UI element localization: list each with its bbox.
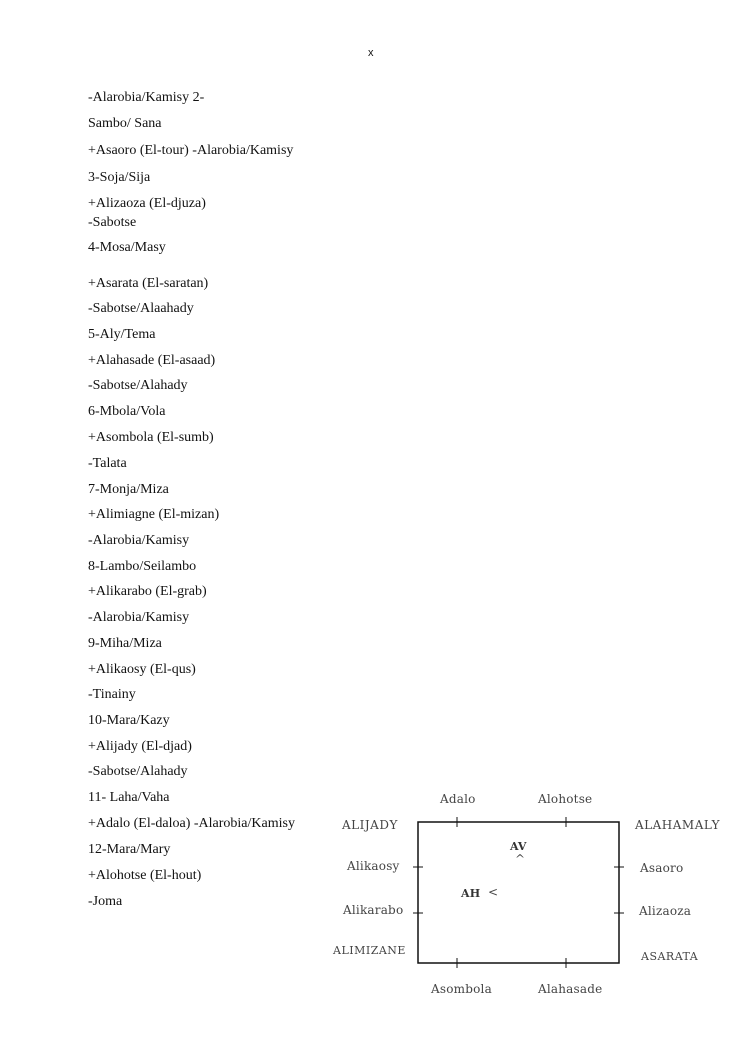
text-line: 8-Lambo/Seilambo: [88, 559, 197, 574]
label-ah: AH: [461, 887, 481, 900]
label-left-alijady: ALIJADY: [342, 818, 398, 832]
label-top-alohotse: Alohotse: [538, 792, 593, 806]
text-line: Sambo/ Sana: [88, 116, 162, 131]
text-line: -Alarobia/Kamisy: [88, 533, 190, 548]
text-line: -Sabotse/Alahady: [88, 378, 188, 393]
arrow-left-icon: <: [488, 885, 499, 899]
text-line: +Alohotse (El-hout): [88, 868, 202, 883]
text-line: 12-Mara/Mary: [88, 842, 171, 857]
text-line: +Alikaosy (El-qus): [88, 662, 196, 677]
text-line: 4-Mosa/Masy: [88, 240, 166, 255]
text-line: 9-Miha/Miza: [88, 636, 162, 651]
label-right-asaoro: Asaoro: [640, 861, 684, 875]
label-left-alimizane: ALIMIZANE: [333, 944, 406, 957]
label-left-alikaosy: Alikaosy: [347, 859, 400, 873]
text-line: +Alizaoza (El-djuza): [88, 196, 206, 211]
label-left-alikarabo: Alikarabo: [343, 903, 404, 917]
text-line: 10-Mara/Kazy: [88, 713, 170, 728]
text-line: -Talata: [88, 456, 127, 471]
label-bottom-asombola: Asombola: [431, 982, 492, 996]
label-top-adalo: Adalo: [440, 792, 476, 806]
text-line: +Adalo (El-daloa) -Alarobia/Kamisy: [88, 816, 295, 831]
text-line: 6-Mbola/Vola: [88, 404, 166, 419]
label-right-alahamaly: ALAHAMALY: [635, 818, 721, 832]
text-line: 11- Laha/Vaha: [88, 790, 170, 805]
text-line: 5-Aly/Tema: [88, 327, 156, 342]
text-line: 3-Soja/Sija: [88, 170, 151, 185]
text-line: +Alikarabo (El-grab): [88, 584, 207, 599]
text-line: -Joma: [88, 894, 123, 909]
arrow-up-icon: ^: [515, 852, 526, 866]
text-line: -Sabotse/Alaahady: [88, 301, 194, 316]
page-mark: x: [368, 47, 374, 59]
label-right-asarata: ASARATA: [641, 950, 699, 963]
text-line: +Alimiagne (El-mizan): [88, 507, 220, 522]
text-line: -Alarobia/Kamisy 2-: [88, 90, 205, 105]
text-line: +Asarata (El-saratan): [88, 276, 209, 291]
text-line: -Tinainy: [88, 687, 136, 702]
text-line: +Alijady (El-djad): [88, 739, 192, 754]
label-av: AV: [510, 840, 527, 853]
text-line: 7-Monja/Miza: [88, 482, 169, 497]
text-line: +Asaoro (El-tour) -Alarobia/Kamisy: [88, 143, 294, 158]
text-line: -Sabotse: [88, 215, 137, 230]
text-line: -Alarobia/Kamisy: [88, 610, 190, 625]
label-right-alizaoza: Alizaoza: [639, 904, 692, 918]
orientation-diagram: [330, 790, 740, 1005]
text-line: +Alahasade (El-asaad): [88, 353, 216, 368]
text-line: +Asombola (El-sumb): [88, 430, 214, 445]
label-bottom-alahasade: Alahasade: [538, 982, 603, 996]
text-line: -Sabotse/Alahady: [88, 764, 188, 779]
